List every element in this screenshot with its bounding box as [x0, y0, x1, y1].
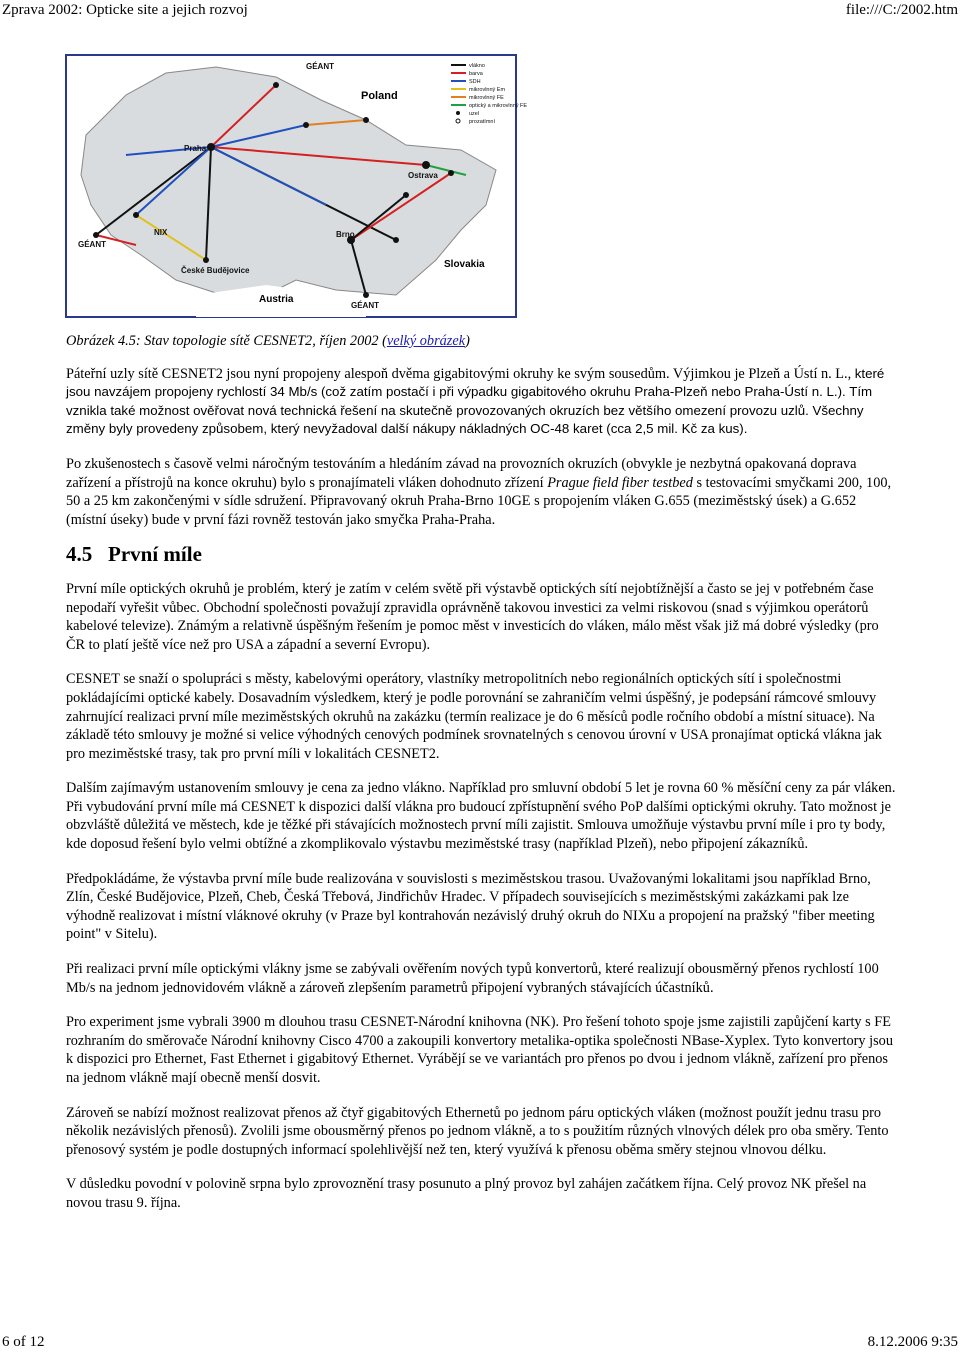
page-number: 6 of 12: [2, 1334, 45, 1350]
svg-text:uzel: uzel: [469, 111, 480, 117]
figure-caption: Obrázek 4.5: Stav topologie sítě CESNET2, říjen 2002 (velký obrázek): [66, 333, 470, 349]
country-label-poland: Poland: [361, 90, 398, 102]
print-datetime: 8.12.2006 9:35: [867, 1334, 958, 1350]
svg-text:mikrovlnný FE: mikrovlnný FE: [469, 95, 504, 101]
country-label-austria: Austria: [259, 294, 294, 305]
node-label-geant: GÉANT: [78, 240, 106, 249]
paragraph-3: První míle optických okruhů je problém, který je zatím v celém světě při výstavbě optických sítí nejobtížnější a často se jej v potřebném čase nepodaří vyřešit vůbec. Obchodní společnosti považují zpravidla oprávněně takovou investici za velmi riskovou (snad s výjimkou operátorů kabelové televize). Známým a relativně úspěšným řešením je pomoc měst v investicích do vláken, málo měst však již má dobré výsledky (pro ČR to platí ještě více než pro USA a západní a severní Evropu).: [66, 580, 879, 653]
svg-text:SDH: SDH: [469, 79, 481, 85]
paragraph-7: Při realizaci první míle optickými vlákny jsme se zabývali ověřením nových typů konvertorů, které realizují obousměrný přenos rychlostí 100 Mb/s na jednom jednovidovém vlákně a zároveň zlepšením parametrů připojení vybraných stávajících účastníků.: [66, 961, 879, 996]
node-label-ceske-budejovice: České Budějovice: [181, 266, 250, 275]
node-label-brno: Brno: [336, 230, 355, 239]
paragraph-2: Po zkušenostech s časově velmi náročným testováním a hledáním závad na provozních okruzích (obvykle je nezbytná opakovaná doprava zařízení a přístrojů na konce okruhu) bylo s pronajímateli vláken dohodnuto zřízení Prague field fiber testbed s testovacími smyčkami 200, 100, 50 a 25 km zakončenými v sídle sdružení. Připravovaný okruh Praha-Brno 10GE s propojením vláken G.655 (meziměstský úsek) a G.652 (místní úseky) bude v první fázi rovněž testován jako smyčka Praha-Praha.: [66, 455, 892, 528]
section-heading: 4.5 První míle: [66, 542, 202, 567]
node-geant-bratislava: [363, 292, 369, 298]
node-olomouc: [403, 192, 409, 198]
node-label-ostrava: Ostrava: [408, 171, 438, 180]
document-body: [66, 332, 896, 1229]
svg-text:optický a mikrovlnný FE: optický a mikrovlnný FE: [469, 103, 528, 109]
node-label-geant-3: GÉANT: [306, 62, 334, 71]
node-opava: [363, 117, 369, 123]
large-image-link[interactable]: velký obrázek: [386, 333, 466, 349]
node-geant-frankfurt: [93, 232, 99, 238]
paragraph-8: Pro experiment jsme vybrali 3900 m dlouhou trasu CESNET-Národní knihovna (NK). Pro řešení tohoto spoje jsme zajistili zapůjčení karty s FE rozhraním do směrovače Národní knihovny Cisco 4700 a zakoupili konvertory metalika-optika společnosti NBase-Xyplex. Tyto konvertory jsou k dispozici pro Ethernet, Fast Ethernet i gigabitový Ethernet. Vyrábějí se ve variantách pro přenos po dvou i jednom vlákně, zařízení pro přenos na jednom vlákně mají obecně menší dosvit.: [66, 1014, 893, 1086]
paragraph-9: Zároveň se nabízí možnost realizovat přenos až čtyř gigabitových Ethernetů po jednom páru optických vláken (možnost použít jednu trasu pro několik nezávislých přenosů). Zvolili jsme obousměrný přenos po jednom vlákně, a to s použitím různých vlnových délek pro oba směry. Tento přenosový systém je podle dostupných informací spolehlivější než ten, který využívá k přenosu oběma směry stejnou vlnovou délku.: [66, 1104, 889, 1158]
node-zlin: [393, 237, 399, 243]
country-label-slovakia: Slovakia: [444, 259, 485, 270]
document-url: file:///C:/2002.htm: [845, 2, 958, 18]
node-praha: [207, 143, 215, 151]
svg-text:prozatímní: prozatímní: [469, 119, 495, 125]
node-karvina: [448, 170, 454, 176]
node-ostrava: [422, 161, 430, 169]
network-topology-map: [66, 55, 528, 317]
paragraph-5: Dalším zajímavým ustanovením smlouvy je cena za jedno vlákno. Například pro smluvní období 5 let je rovna 60 % měsíční ceny za pár vláken. Při vybudování první míle má CESNET k dispozici další vlákna pro budoucí zpřístupnění svého PoP dalšími optickými okruhy. Tato možnost je obzvláště důležitá ve městech, kde je těžké při stávajících možnostech první míli zajistit. Smlouva umožňuje výstavbu první míle i pro ty body, kde doposud řešení bylo velmi obtížné a zkomplikovalo výstavbu meziměstské trasy (například Plzeň), nebo připojení zákazníků.: [66, 780, 896, 853]
svg-text:vlákno: vlákno: [469, 63, 485, 69]
paragraph-4: CESNET se snaží o spolupráci s městy, kabelovými operátory, vlastníky metropolitních nebo regionálních optických sítí i společnostmi pokládajícími optické kabely. Dosavadním výsledkem, který je podle porovnání se zahraničím velmi úspěšný, je podepsání rámcové smlouvy zahrnující realizaci první míle meziměstských okruhů na zakázku (termín realizace je do 6 měsíců podle ročního období a místní situace). Na základě této smlouvy je možné si velice výhodných cenových podmínek srovnatelných s cenovou úrovní v USA pronajímat optická vlákna jak pro meziměstské trasy, tak pro první míli v lokalitách CESNET2.: [66, 671, 882, 762]
node-ceske-budejovice: [203, 257, 209, 263]
node-label-nix: NIX: [154, 228, 168, 237]
print-header: [0, 0, 960, 24]
node-hradec-kralove: [303, 122, 309, 128]
document-title: Zprava 2002: Opticke site a jejich rozvoj: [2, 2, 248, 18]
print-footer: [0, 1330, 960, 1354]
map-graphic: [66, 55, 528, 317]
node-plzen: [133, 212, 139, 218]
paragraph-1: Páteřní uzly sítě CESNET2 jsou nyní propojeny alespoň dvěma gigabitovými okruhy ke svým sousedům. Výjimkou je Plzeň a Ústí n. L., které jsou navzájem propojeny rychlostí 34 Mb/s (což zatím postačí i při výpadku gigabitového okruhu Praha-Plzeň nebo Praha-Ústí n. L.). Tím vznikla také možnost ověřovat nová technická řešení na skutečně provozovaných okruzích bez většího omezení provozu uzlů. Všechny změny byly provedeny způsobem, který nevyžadoval další nákupy nákladných OC-48 karet (cca 2,5 mil. Kč za kus).: [66, 365, 885, 437]
node-label-praha: Praha: [184, 144, 207, 153]
svg-text:mikrovlnný Em: mikrovlnný Em: [469, 87, 506, 93]
svg-text:barva: barva: [469, 71, 483, 77]
node-liberec: [273, 82, 279, 88]
paragraph-6: Předpokládáme, že výstavba první míle bude realizována v souvislosti s meziměstskou trasou. Uvažovanými lokalitami jsou například Brno, Zlín, České Budějovice, Plzeň, Cheb, Česká Třebová, Jindřichův Hradec. V případech souvisejících s meziměstskými zakázkami pak lze výhodně realizovat i místní vláknové okruhy (v Praze byl kontrahován nezávislý druhý okruh do NIXu a propojení na pražský "fiber meeting point" v Sitelu).: [66, 870, 875, 943]
node-label-geant-2: GÉANT: [351, 301, 379, 310]
paragraph-10: V důsledku povodní v polovině srpna bylo zprovoznění trasy posunuto a plný provoz byl zahájen začátkem října. Celý provoz NK přešel na novou trasu 9. října.: [66, 1176, 867, 1211]
